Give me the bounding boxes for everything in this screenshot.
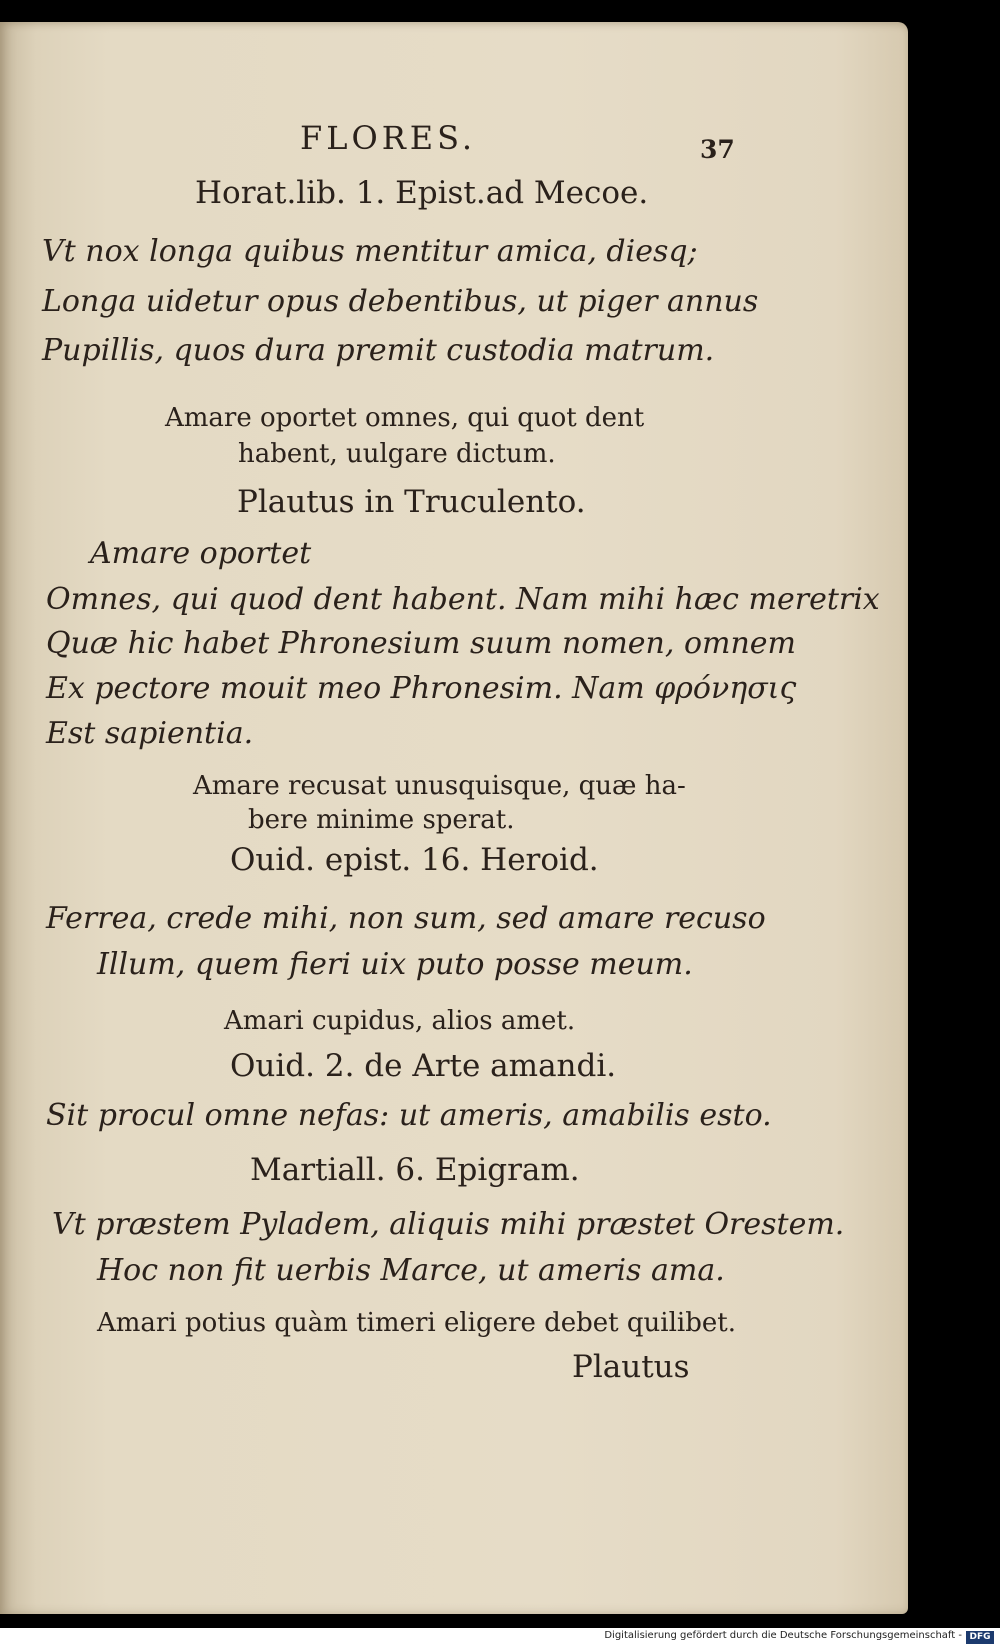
verse-line: Vt præstem Pyladem, aliquis mihi præstet Orestem.	[52, 1207, 845, 1242]
section-heading: Horat.lib. 1. Epist.ad Mecoe.	[195, 175, 649, 211]
section-heading: Ouid. epist. 16. Heroid.	[230, 842, 599, 878]
prose-line: Amari potius quàm timeri eligere debet quilibet.	[97, 1308, 736, 1338]
prose-line: bere minime sperat.	[248, 805, 515, 835]
verse-line: Amare oportet	[90, 536, 312, 571]
verse-line: Pupillis, quos dura premit custodia matrum.	[42, 333, 715, 368]
verse-line: Quæ hic habet Phronesium suum nomen, omnem	[46, 626, 796, 661]
folio-number: 37	[700, 135, 735, 164]
book-page	[0, 22, 908, 1614]
section-heading: Plautus in Truculento.	[237, 484, 586, 520]
prose-line: habent, uulgare dictum.	[238, 439, 556, 469]
verse-line: Longa uidetur opus debentibus, ut piger annus	[42, 284, 759, 319]
verse-line: Est sapientia.	[46, 716, 254, 751]
prose-line: Amari cupidus, alios amet.	[224, 1006, 576, 1036]
verse-line: Ex pectore mouit meo Phronesim. Nam φρόνησις	[46, 671, 797, 706]
running-head: FLORES.	[300, 119, 477, 157]
digitization-footer	[0, 1628, 1000, 1648]
verse-line: Hoc non fit uerbis Marce, ut ameris ama.	[97, 1253, 725, 1288]
verse-line: Illum, quem fieri uix puto posse meum.	[97, 947, 693, 982]
prose-line: Amare recusat unusquisque, quæ ha-	[193, 771, 686, 801]
section-heading: Martiall. 6. Epigram.	[250, 1152, 580, 1188]
verse-line: Sit procul omne nefas: ut ameris, amabilis esto.	[46, 1098, 772, 1133]
section-heading: Ouid. 2. de Arte amandi.	[230, 1048, 617, 1084]
verse-line: Ferrea, crede mihi, non sum, sed amare recuso	[46, 901, 766, 936]
prose-line: Amare oportet omnes, qui quot dent	[165, 403, 645, 433]
verse-line: Omnes, qui quod dent habent. Nam mihi hæc meretrix	[46, 582, 880, 617]
funding-credit: Digitalisierung gefördert durch die Deutsche Forschungsgemeinschaft -	[604, 1630, 962, 1641]
catchword: Plautus	[572, 1349, 690, 1385]
verse-line: Vt nox longa quibus mentitur amica, diesq;	[42, 234, 698, 269]
dfg-logo: DFG	[966, 1631, 994, 1644]
